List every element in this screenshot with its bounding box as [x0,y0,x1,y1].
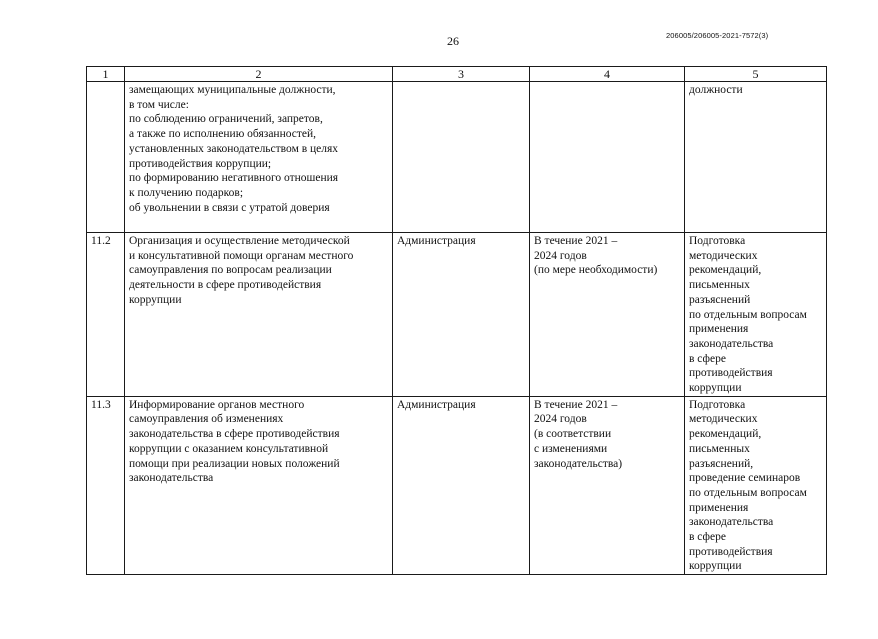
column-number-5: 5 [685,67,827,82]
result-text-line: методических [689,249,758,262]
measure-text-line: законодательства в сфере противодействия [129,428,340,441]
result-cell [685,396,827,574]
measure-text-line: коррупции [129,293,182,306]
result-text-line: применения [689,501,749,514]
result-text-line: по отдельным вопросам [689,308,807,321]
result-text-line: Подготовка [689,235,746,247]
measure-text-line: по соблюдению ограничений, запретов, [129,113,323,126]
result-text-line: письменных [689,442,750,455]
result-text-line: применения [689,323,749,336]
term-cell [530,233,685,397]
measure-text-line: самоуправления по вопросам реализации [129,264,332,277]
measure-cell [125,233,393,397]
result-text-line: рекомендаций, [689,264,762,277]
term-text-line: законодательства) [534,457,623,470]
term-text-line: В течение 2021 – [534,235,618,247]
measure-text-line: самоуправления об изменениях [129,413,284,426]
table-body [87,82,827,575]
term-text-line: (в соответствии [534,428,612,441]
table-row [87,396,827,574]
measure-text-line: об увольнении в связи с утратой доверия [129,201,330,214]
term-cell [530,82,685,233]
column-number-row [87,67,827,82]
executor-cell [393,233,530,397]
executor-cell [393,82,530,233]
item-number: 11.2 [87,233,125,397]
measure-text-line: установленных законодательством в целях [129,142,339,155]
measure-text-line: коррупции с оказанием консультативной [129,442,329,455]
result-text-line: в сфере [689,531,726,544]
result-text-line: коррупции [689,560,742,573]
result-text-line: законодательства [689,337,774,350]
result-text-line: письменных [689,279,750,292]
measures-table-container [86,66,826,575]
measure-cell [125,82,393,233]
table-row [87,82,827,233]
measure-text-line: деятельности в сфере противодействия [129,279,322,292]
measures-table [86,66,827,575]
item-number [87,82,125,233]
measure-text-line: противодействия коррупции; [129,157,272,170]
term-text-line: с изменениями [534,442,608,455]
result-cell [685,233,827,397]
result-text-line: методических [689,413,758,426]
result-text-line: коррупции [689,382,742,395]
executor-text: Администрация [397,398,476,411]
term-cell [530,396,685,574]
result-text-line: в сфере [689,352,726,365]
measure-text-line: законодательства [129,472,214,485]
measure-text-line: к получению подарков; [129,186,244,199]
result-text-line: рекомендаций, [689,428,762,441]
measure-text-line: в том числе: [129,98,189,111]
measure-cell [125,396,393,574]
result-text-line: разъяснений, [689,457,754,470]
document-id: 206005/206005-2021-7572(3) [666,31,769,40]
result-text-line: по отдельным вопросам [689,486,807,499]
measure-text-line: Организация и осуществление методической [129,235,350,247]
result-text-line: законодательства [689,516,774,529]
measure-text-line: по формированию негативного отношения [129,172,339,185]
page-number: 26 [447,34,459,48]
term-text-line: (по мере необходимости) [534,264,658,277]
table-row [87,233,827,397]
measure-text-line: замещающих муниципальные должности, [129,84,336,96]
executor-cell [393,396,530,574]
result-cell [685,82,827,233]
item-number: 11.3 [87,396,125,574]
term-text-line: 2024 годов [534,413,587,426]
term-text-line: 2024 годов [534,249,587,262]
result-text-line: проведение семинаров [689,472,801,485]
column-number-4: 4 [530,67,685,82]
term-text-line: В течение 2021 – [534,398,618,411]
table-header [87,67,827,82]
result-text-line: Подготовка [689,398,746,411]
column-number-1: 1 [87,67,125,82]
result-text-line: должности [689,84,743,96]
measure-text-line: Информирование органов местного [129,398,305,411]
measure-text-line: а также по исполнению обязанностей, [129,128,317,141]
executor-text: Администрация [397,235,476,247]
result-text-line: противодействия [689,545,773,558]
result-text-line: разъяснений [689,293,751,306]
measure-text-line: и консультативной помощи органам местного [129,249,354,262]
column-number-2: 2 [125,67,393,82]
column-number-3: 3 [393,67,530,82]
measure-text-line: помощи при реализации новых положений [129,457,340,470]
result-text-line: противодействия [689,367,773,380]
